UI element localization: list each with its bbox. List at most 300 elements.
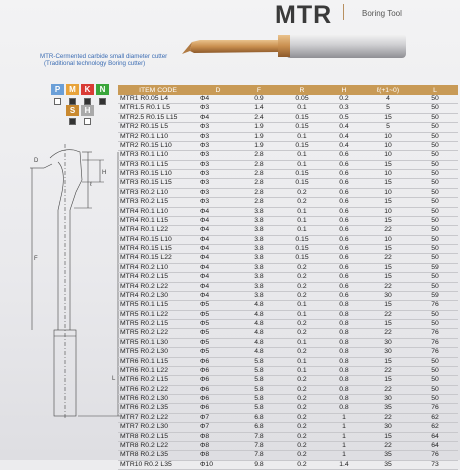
table-cell: 0.15: [280, 254, 324, 263]
table-cell: 0.2: [280, 320, 324, 329]
table-cell: Φ5: [198, 310, 238, 319]
column-header: H: [324, 85, 364, 95]
table-cell: 4: [364, 95, 412, 104]
table-cell: MTR5 R0.2 L22: [118, 329, 198, 338]
table-cell: 22: [364, 310, 412, 319]
table-cell: MTR10 R0.2 L35: [118, 460, 198, 469]
table-cell: 0.2: [280, 441, 324, 450]
table-cell: MTR6 R0.2 L15: [118, 376, 198, 385]
table-cell: Φ6: [198, 385, 238, 394]
material-k-badge: K: [81, 84, 94, 95]
table-cell: 0.2: [280, 188, 324, 197]
table-cell: 6.8: [238, 413, 280, 422]
drawing-label-l: ℓ: [90, 182, 92, 188]
table-cell: 4.8: [238, 348, 280, 357]
table-cell: 15: [364, 179, 412, 188]
table-cell: 10: [364, 188, 412, 197]
table-cell: 1.9: [238, 132, 280, 141]
table-cell: 50: [412, 357, 458, 366]
table-cell: 4.8: [238, 338, 280, 347]
table-cell: MTR1 R0.05 L4: [118, 95, 198, 104]
table-cell: 0.15: [280, 141, 324, 150]
table-cell: 50: [412, 198, 458, 207]
table-cell: 0.4: [324, 132, 364, 141]
table-cell: 0.4: [324, 123, 364, 132]
table-cell: Φ4: [198, 216, 238, 225]
table-cell: MTR5 R0.1 L22: [118, 310, 198, 319]
table-cell: 0.6: [324, 179, 364, 188]
material-p-badge: P: [51, 84, 64, 95]
table-row: [118, 376, 458, 385]
table-cell: 50: [412, 254, 458, 263]
table-cell: 0.15: [280, 170, 324, 179]
table-cell: 1.4: [238, 104, 280, 113]
table-cell: 3.8: [238, 216, 280, 225]
table-cell: Φ4: [198, 207, 238, 216]
table-cell: 10: [364, 141, 412, 150]
material-h-badge: H: [81, 105, 94, 116]
table-cell: 3.8: [238, 245, 280, 254]
table-row: [118, 441, 458, 450]
table-cell: 50: [412, 104, 458, 113]
table-cell: 3.8: [238, 254, 280, 263]
table-cell: Φ4: [198, 245, 238, 254]
table-cell: 0.2: [280, 348, 324, 357]
table-cell: 64: [412, 441, 458, 450]
table-cell: MTR6 R0.2 L30: [118, 395, 198, 404]
table-cell: 0.2: [280, 282, 324, 291]
table-cell: 2.8: [238, 170, 280, 179]
table-cell: 0.2: [280, 329, 324, 338]
table-cell: Φ6: [198, 395, 238, 404]
table-cell: MTR5 R0.2 L15: [118, 320, 198, 329]
table-cell: 15: [364, 263, 412, 272]
table-cell: 22: [364, 226, 412, 235]
table-cell: 2.8: [238, 188, 280, 197]
table-cell: MTR3 R0.2 L10: [118, 188, 198, 197]
table-cell: 0.2: [280, 413, 324, 422]
table-cell: 0.8: [324, 385, 364, 394]
table-cell: MTR4 R0.2 L30: [118, 291, 198, 300]
table-row: [118, 141, 458, 150]
table-cell: 0.15: [280, 245, 324, 254]
table-cell: MTR4 R0.1 L22: [118, 226, 198, 235]
description-line-1: MTR-Cermented carbide small diameter cutter: [40, 53, 168, 60]
table-cell: 50: [412, 123, 458, 132]
drawing-label-h: H: [102, 170, 107, 176]
table-row: [118, 160, 458, 169]
table-cell: 0.1: [280, 366, 324, 375]
table-cell: 0.2: [280, 376, 324, 385]
table-cell: MTR4 R0.15 L15: [118, 245, 198, 254]
table-cell: 50: [412, 310, 458, 319]
table-row: [118, 188, 458, 197]
tool-drawing: [30, 140, 122, 420]
table-cell: 76: [412, 348, 458, 357]
table-cell: Φ5: [198, 338, 238, 347]
table-row: [118, 226, 458, 235]
table-cell: 0.05: [280, 95, 324, 104]
table-cell: 0.8: [324, 366, 364, 375]
table-cell: MTR4 R0.2 L10: [118, 263, 198, 272]
table-cell: MTR4 R0.2 L15: [118, 273, 198, 282]
table-row: [118, 179, 458, 188]
table-row: [118, 95, 458, 104]
table-cell: 35: [364, 451, 412, 460]
table-cell: 50: [412, 226, 458, 235]
table-cell: Φ8: [198, 432, 238, 441]
table-cell: Φ4: [198, 282, 238, 291]
table-cell: 76: [412, 329, 458, 338]
table-cell: 15: [364, 273, 412, 282]
table-row: [118, 132, 458, 141]
table-row: [118, 348, 458, 357]
table-cell: 15: [364, 357, 412, 366]
table-cell: 59: [412, 291, 458, 300]
table-cell: 3.8: [238, 226, 280, 235]
table-cell: Φ8: [198, 441, 238, 450]
table-cell: 3.8: [238, 263, 280, 272]
table-row: [118, 301, 458, 310]
table-cell: MTR3 R0.1 L15: [118, 160, 198, 169]
table-cell: 10: [364, 235, 412, 244]
table-cell: 3.8: [238, 235, 280, 244]
table-cell: Φ3: [198, 104, 238, 113]
table-cell: 15: [364, 320, 412, 329]
table-cell: MTR4 R0.15 L22: [118, 254, 198, 263]
table-cell: 0.1: [280, 357, 324, 366]
table-cell: 0.2: [280, 385, 324, 394]
table-cell: 5.8: [238, 357, 280, 366]
table-cell: 2.4: [238, 113, 280, 122]
table-cell: 6.8: [238, 423, 280, 432]
table-cell: 2.8: [238, 160, 280, 169]
table-cell: 5: [364, 123, 412, 132]
table-row: [118, 113, 458, 122]
table-cell: 0.1: [280, 104, 324, 113]
table-cell: 0.6: [324, 273, 364, 282]
table-cell: 15: [364, 301, 412, 310]
table-cell: 5.8: [238, 404, 280, 413]
table-cell: 9.8: [238, 460, 280, 469]
table-row: [118, 245, 458, 254]
table-cell: 50: [412, 376, 458, 385]
table-cell: 0.8: [324, 395, 364, 404]
table-cell: MTR2 R0.1 L10: [118, 132, 198, 141]
table-cell: 7.8: [238, 432, 280, 441]
column-header: D: [198, 85, 238, 95]
table-row: [118, 291, 458, 300]
table-cell: 76: [412, 338, 458, 347]
table-row: [118, 123, 458, 132]
table-cell: MTR5 R0.2 L30: [118, 348, 198, 357]
table-cell: 50: [412, 179, 458, 188]
table-cell: Φ5: [198, 348, 238, 357]
table-cell: Φ4: [198, 235, 238, 244]
table-cell: 0.2: [280, 198, 324, 207]
table-cell: 0.2: [280, 460, 324, 469]
table-cell: 22: [364, 254, 412, 263]
table-cell: 62: [412, 423, 458, 432]
table-row: [118, 357, 458, 366]
table-row: [118, 395, 458, 404]
column-header: F: [238, 85, 280, 95]
table-cell: Φ7: [198, 423, 238, 432]
table-cell: MTR8 R0.2 L15: [118, 432, 198, 441]
table-cell: 50: [412, 385, 458, 394]
table-cell: 0.2: [280, 263, 324, 272]
table-row: [118, 216, 458, 225]
table-cell: MTR3 R0.15 L15: [118, 179, 198, 188]
table-row: [118, 423, 458, 432]
table-cell: 0.15: [280, 179, 324, 188]
table-cell: 5: [364, 104, 412, 113]
table-row: [118, 385, 458, 394]
table-cell: 50: [412, 320, 458, 329]
table-cell: 0.8: [324, 338, 364, 347]
table-cell: 50: [412, 235, 458, 244]
table-cell: MTR6 R0.1 L22: [118, 366, 198, 375]
table-cell: Φ3: [198, 170, 238, 179]
table-cell: 15: [364, 113, 412, 122]
page-subtitle: Boring Tool: [362, 9, 402, 18]
table-cell: 0.4: [324, 141, 364, 150]
table-cell: 15: [364, 160, 412, 169]
table-cell: 0.6: [324, 170, 364, 179]
table-cell: 10: [364, 207, 412, 216]
table-cell: 0.8: [324, 357, 364, 366]
table-cell: 0.6: [324, 216, 364, 225]
table-cell: MTR4 R0.2 L22: [118, 282, 198, 291]
table-cell: 30: [364, 338, 412, 347]
table-cell: 50: [412, 366, 458, 375]
table-cell: 0.2: [280, 395, 324, 404]
table-cell: 0.6: [324, 160, 364, 169]
table-cell: Φ7: [198, 413, 238, 422]
table-row: [118, 338, 458, 347]
table-row: [118, 104, 458, 113]
table-row: [118, 366, 458, 375]
table-cell: 0.5: [324, 113, 364, 122]
table-cell: Φ3: [198, 179, 238, 188]
table-cell: 15: [364, 245, 412, 254]
table-cell: 76: [412, 301, 458, 310]
table-cell: 1: [324, 451, 364, 460]
table-cell: 0.8: [324, 329, 364, 338]
table-cell: 73: [412, 460, 458, 469]
drawing-label-d: D: [34, 158, 39, 164]
table-cell: 3.8: [238, 273, 280, 282]
table-cell: 0.8: [324, 376, 364, 385]
table-cell: 0.15: [280, 235, 324, 244]
table-cell: MTR8 R0.2 L35: [118, 451, 198, 460]
table-cell: 0.8: [324, 320, 364, 329]
table-row: [118, 460, 458, 469]
description-line-2: (Traditional technology Boring cutter): [44, 60, 146, 67]
table-cell: MTR2 R0.15 L10: [118, 141, 198, 150]
table-cell: 4.8: [238, 329, 280, 338]
table-cell: 15: [364, 198, 412, 207]
table-cell: 0.1: [280, 216, 324, 225]
table-cell: 0.8: [324, 348, 364, 357]
table-cell: 0.1: [280, 226, 324, 235]
table-cell: 50: [412, 151, 458, 160]
table-cell: MTR4 R0.1 L10: [118, 207, 198, 216]
table-cell: 50: [412, 170, 458, 179]
table-cell: Φ10: [198, 460, 238, 469]
table-cell: 1: [324, 432, 364, 441]
table-cell: MTR4 R0.15 L10: [118, 235, 198, 244]
table-cell: 50: [412, 113, 458, 122]
table-cell: 0.2: [324, 95, 364, 104]
table-cell: 22: [364, 413, 412, 422]
table-cell: 0.1: [280, 160, 324, 169]
table-cell: 22: [364, 441, 412, 450]
table-cell: 30: [364, 395, 412, 404]
material-m-checkbox: [69, 98, 76, 105]
table-cell: 2.8: [238, 198, 280, 207]
table-cell: 76: [412, 451, 458, 460]
table-row: [118, 235, 458, 244]
table-cell: Φ8: [198, 451, 238, 460]
table-cell: 4.8: [238, 310, 280, 319]
table-cell: 0.2: [280, 273, 324, 282]
table-cell: 30: [364, 348, 412, 357]
table-cell: 1: [324, 423, 364, 432]
table-row: [118, 254, 458, 263]
table-row: [118, 310, 458, 319]
table-cell: MTR3 R0.1 L10: [118, 151, 198, 160]
table-cell: Φ3: [198, 160, 238, 169]
table-cell: 30: [364, 291, 412, 300]
spec-table: [118, 85, 458, 470]
table-cell: 4.8: [238, 320, 280, 329]
table-cell: 0.1: [280, 151, 324, 160]
table-cell: MTR2.5 R0.15 L15: [118, 113, 198, 122]
table-row: [118, 404, 458, 413]
table-cell: 0.6: [324, 263, 364, 272]
table-cell: 0.2: [280, 432, 324, 441]
table-cell: 0.1: [280, 310, 324, 319]
table-cell: Φ4: [198, 263, 238, 272]
table-cell: 0.6: [324, 254, 364, 263]
table-cell: 0.2: [280, 451, 324, 460]
table-cell: Φ6: [198, 357, 238, 366]
table-cell: MTR6 R0.2 L22: [118, 385, 198, 394]
table-cell: 2.8: [238, 179, 280, 188]
table-cell: 50: [412, 282, 458, 291]
table-cell: 0.6: [324, 226, 364, 235]
table-cell: MTR6 R0.1 L15: [118, 357, 198, 366]
table-cell: 1.9: [238, 141, 280, 150]
table-cell: 4.8: [238, 301, 280, 310]
table-cell: 0.3: [324, 104, 364, 113]
table-row: [118, 198, 458, 207]
material-p-checkbox: [54, 98, 61, 105]
table-cell: Φ6: [198, 376, 238, 385]
table-cell: 0.15: [280, 123, 324, 132]
table-cell: MTR8 R0.2 L22: [118, 441, 198, 450]
table-cell: MTR1.5 R0.1 L5: [118, 104, 198, 113]
table-cell: Φ4: [198, 291, 238, 300]
table-cell: 1: [324, 413, 364, 422]
table-cell: 76: [412, 404, 458, 413]
table-row: [118, 207, 458, 216]
column-header: L: [412, 85, 458, 95]
table-cell: 0.15: [280, 113, 324, 122]
header-divider: [343, 4, 344, 20]
table-cell: 7.8: [238, 451, 280, 460]
drawing-label-f: F: [34, 256, 38, 262]
table-cell: 0.6: [324, 245, 364, 254]
boring-tool-image: [178, 31, 410, 61]
table-cell: 22: [364, 329, 412, 338]
table-cell: 0.2: [280, 291, 324, 300]
table-cell: Φ3: [198, 123, 238, 132]
table-cell: MTR2 R0.15 L5: [118, 123, 198, 132]
table-cell: 5.8: [238, 376, 280, 385]
table-cell: 50: [412, 207, 458, 216]
table-cell: 0.8: [324, 310, 364, 319]
table-cell: MTR6 R0.2 L35: [118, 404, 198, 413]
table-cell: MTR3 R0.2 L15: [118, 198, 198, 207]
table-row: [118, 282, 458, 291]
column-header: ℓ(+1~0): [364, 85, 412, 95]
material-m-badge: M: [66, 84, 79, 95]
table-cell: 0.6: [324, 188, 364, 197]
table-cell: Φ3: [198, 132, 238, 141]
table-cell: 0.6: [324, 198, 364, 207]
table-cell: 0.1: [280, 338, 324, 347]
table-cell: 5.8: [238, 366, 280, 375]
table-cell: 50: [412, 132, 458, 141]
table-cell: Φ4: [198, 113, 238, 122]
table-cell: Φ4: [198, 95, 238, 104]
table-cell: 0.6: [324, 291, 364, 300]
table-cell: 50: [412, 188, 458, 197]
material-h-checkbox: [84, 118, 91, 125]
table-cell: 2.8: [238, 151, 280, 160]
table-cell: Φ4: [198, 226, 238, 235]
table-cell: Φ3: [198, 151, 238, 160]
table-cell: 35: [364, 404, 412, 413]
table-cell: Φ3: [198, 141, 238, 150]
table-cell: 0.6: [324, 282, 364, 291]
table-cell: 50: [412, 95, 458, 104]
table-cell: 50: [412, 216, 458, 225]
table-row: [118, 263, 458, 272]
table-cell: 0.1: [280, 132, 324, 141]
table-cell: Φ5: [198, 329, 238, 338]
material-n-checkbox: [99, 98, 106, 105]
table-cell: 0.2: [280, 423, 324, 432]
table-cell: Φ6: [198, 366, 238, 375]
table-cell: 0.8: [324, 301, 364, 310]
material-k-checkbox: [84, 98, 91, 105]
table-cell: MTR5 R0.1 L30: [118, 338, 198, 347]
table-row: [118, 432, 458, 441]
drawing-label-l-total: L: [112, 376, 116, 382]
table-cell: 3.8: [238, 207, 280, 216]
table-cell: Φ6: [198, 404, 238, 413]
column-header: R: [280, 85, 324, 95]
column-header: ITEM CODE: [118, 85, 198, 95]
table-cell: 0.2: [280, 404, 324, 413]
table-cell: 50: [412, 273, 458, 282]
table-cell: 22: [364, 385, 412, 394]
table-row: [118, 170, 458, 179]
table-cell: 0.8: [324, 404, 364, 413]
